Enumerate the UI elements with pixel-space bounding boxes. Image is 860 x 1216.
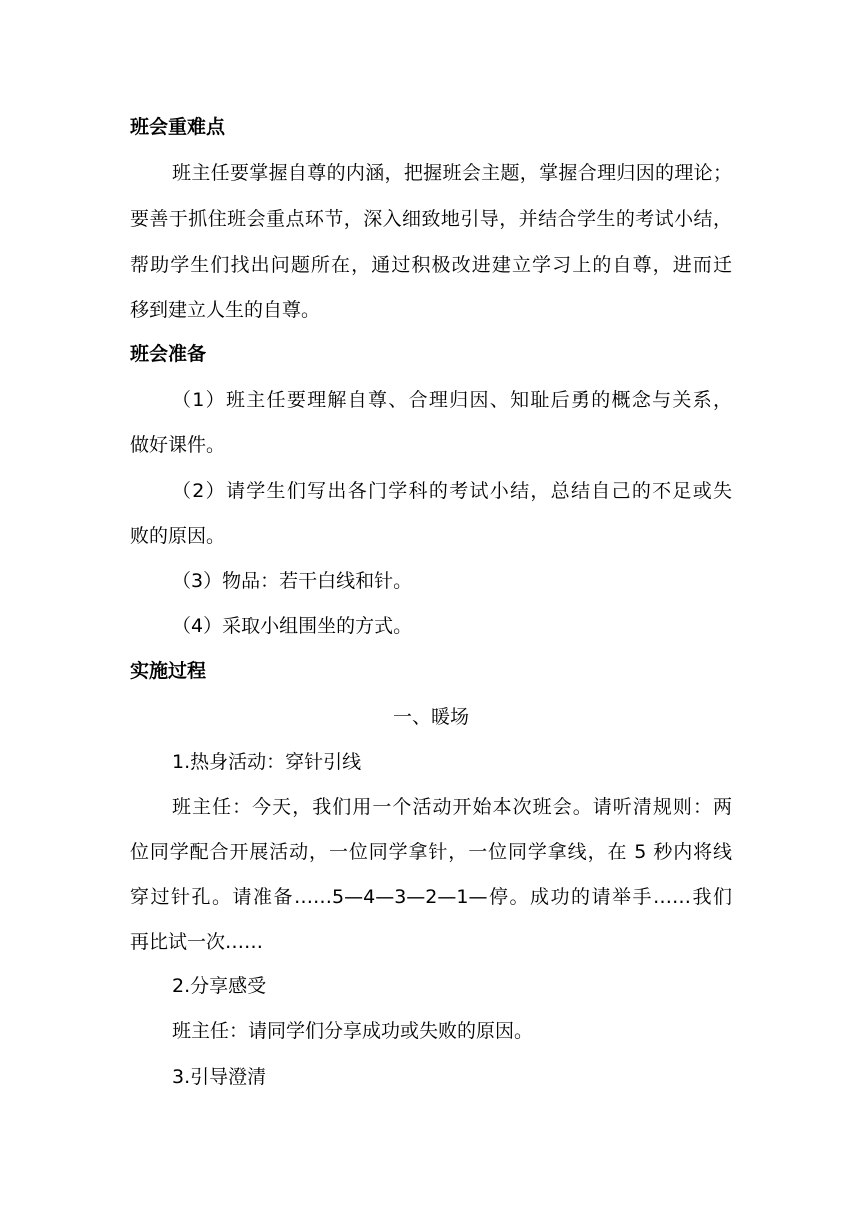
subsection-title: 一、暖场 bbox=[392, 706, 469, 728]
step-title: 1.热身活动：穿针引线 bbox=[172, 751, 362, 773]
section-heading-process: 实施过程 bbox=[130, 660, 207, 682]
paragraph-line: 位同学配合开展活动，一位同学拿针，一位同学拿线，在 5 秒内将线 bbox=[130, 841, 732, 863]
paragraph-line: 班主任：请同学们分享成功或失败的原因。 bbox=[172, 1020, 534, 1042]
paragraph-line: 班主任：今天，我们用一个活动开始本次班会。请听清规则：两 bbox=[172, 796, 732, 818]
step-title: 3.引导澄清 bbox=[172, 1066, 267, 1088]
list-item-line: （2）请学生们写出各门学科的考试小结，总结自己的不足或失 bbox=[172, 480, 732, 502]
list-item-line: 做好课件。 bbox=[130, 434, 226, 456]
step-title: 2.分享感受 bbox=[172, 975, 267, 997]
list-item-line: （3）物品：若干白线和针。 bbox=[172, 570, 413, 592]
paragraph-line: 要善于抓住班会重点环节，深入细致地引导，并结合学生的考试小结， bbox=[130, 208, 732, 230]
paragraph-line: 穿过针孔。请准备……5—4—3—2—1—停。成功的请举手……我们 bbox=[130, 886, 732, 908]
section-heading-preparation: 班会准备 bbox=[130, 343, 207, 365]
paragraph-line: 班主任要掌握自尊的内涵，把握班会主题，掌握合理归因的理论； bbox=[172, 162, 732, 184]
paragraph-line: 再比试一次…… bbox=[130, 931, 264, 953]
list-item-line: （4）采取小组围坐的方式。 bbox=[172, 615, 413, 637]
section-heading-difficulties: 班会重难点 bbox=[130, 116, 226, 138]
paragraph-line: 移到建立人生的自尊。 bbox=[130, 299, 321, 321]
list-item-line: （1）班主任要理解自尊、合理归因、知耻后勇的概念与关系， bbox=[172, 389, 732, 411]
paragraph-line: 帮助学生们找出问题所在，通过积极改进建立学习上的自尊，进而迁 bbox=[130, 254, 732, 276]
list-item-line: 败的原因。 bbox=[130, 525, 226, 547]
